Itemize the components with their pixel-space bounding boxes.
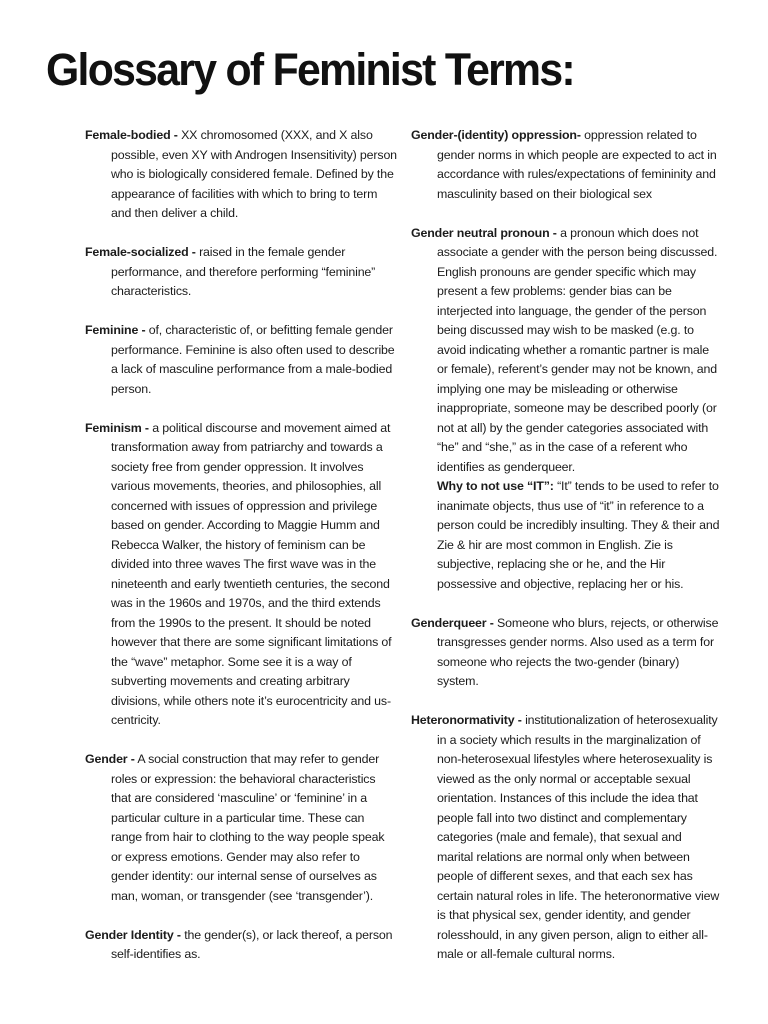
glossary-definition: of, characteristic of, or befitting female gender performance. Feminine is also often used to describe a lack of masculine performance from a male-bodied person. [111,323,395,396]
glossary-term: Gender neutral pronoun - [411,225,557,240]
glossary-definition: oppression related to gender norms in which people are expected to act in accordance with rules/expectations of femininity and masculinity based on their biological sex [437,128,717,201]
glossary-entry [85,750,397,906]
glossary-term: Female-bodied - [85,128,178,142]
glossary-definition: institutionalization of heterosexuality in a society which results in the marginalization of non-heterosexual lifestyles where heterosexuality is viewed as the only normal or acceptable sexual orientation. Instances of this include the idea that people fall into two distinct and complementary categories (male and female), that sexual and marital relations are normal only when between people of different sexes, and that each sex has certain natural roles in life. The heteronormative view is that physical sex, gender identity, and gender rolesshould, in any given person, align to either all-male or all-female cultural norms. [437,713,720,961]
glossary-note-text: “It” tends to be used to refer to inanimate objects, thus use of “it” in reference to a person could be incredibly insulting. They & their and Zie & hir are most common in English. Zie is subjective, replacing she or he, and the Hir possessive and objective, replacing her or his. [437,479,720,591]
glossary-term: Heteronormativity - [411,713,522,727]
glossary-definition: Someone who blurs, rejects, or otherwise transgresses gender norms. Also used as a term for someone who rejects the two-gender (binary) system. [437,615,719,688]
page-title: Glossary of Feminist Terms: [46,44,574,95]
glossary-term: Gender - [85,752,135,766]
glossary-term: Female-socialized - [85,245,196,259]
glossary-definition: the gender(s), or lack thereof, a person self-identifies as. [111,927,393,961]
glossary-entry [411,126,721,204]
glossary-entry [85,419,397,731]
glossary-definition: raised in the female gender performance, and therefore performing “feminine” characteristics. [111,245,376,298]
glossary-entry [411,614,721,692]
glossary-entry [85,126,397,224]
glossary-term: Feminine - [85,323,146,337]
glossary-entry [85,321,397,399]
glossary-definition: a political discourse and movement aimed at transformation away from patriarchy and towards a society free from gender oppression. It involves various movements, theories, and philosophies, all concerned with issues of oppression and privilege based on gender. According to Maggie Humm and Rebecca Walker, the history of feminism can be divided into three waves The first wave was in the nineteenth and early twentieth centuries, the second was in the 1960s and 1970s, and the third extends from the 1990s to the present. It should be noted however that there are some significant limitations of the “wave” metaphor. Some see it is a way of subverting movements and creating arbitrary divisions, while others note it’s eurocentricity and us-centricity. [111,420,392,727]
glossary-term: Feminism - [85,420,149,435]
glossary-definition: XX chromosomed (XXX, and X also possible, even XY with Androgen Insensitivity) person who is biologically considered female. Defined by the appearance of facilities with which to bring to term and then deliver a child. [111,128,397,220]
glossary-term: Genderqueer - [411,615,494,630]
glossary-entry [85,926,397,965]
glossary-definition: a pronoun which does not associate a gender with the person being discussed. English pronouns are gender specific which may present a few problems: gender bias can be interjected into language, the gender of the person being discussed may wish to be masked (e.g. to avoid indicating whether a romantic partner is male or female), referent’s gender may not be known, and implying one may be misleading or otherwise inappropriate, someone may be described poorly (or not at all) by the gender categories associated with “he” and “she,” as in the case of a referent who identifies as genderqueer. [437,225,718,474]
glossary-left-column [85,126,397,984]
glossary-note-term: Why to not use “IT”: [437,479,554,493]
glossary-right-column [411,126,721,984]
glossary-term: Gender Identity - [85,927,181,942]
glossary-term: Gender-(identity) oppression- [411,128,581,142]
glossary-entry [411,711,721,965]
glossary-entry [85,243,397,302]
glossary-definition: A social construction that may refer to gender roles or expression: the behavioral characteristics that are considered ‘masculine’ or ‘feminine’ in a particular culture in a particular time. These can range from hair to clothing to the way people speak or express emotions. Gender may also refer to gender identity: our internal sense of ourselves as man, woman, or transgender (see ‘transgender’). [111,752,385,903]
glossary-entry [411,224,721,595]
